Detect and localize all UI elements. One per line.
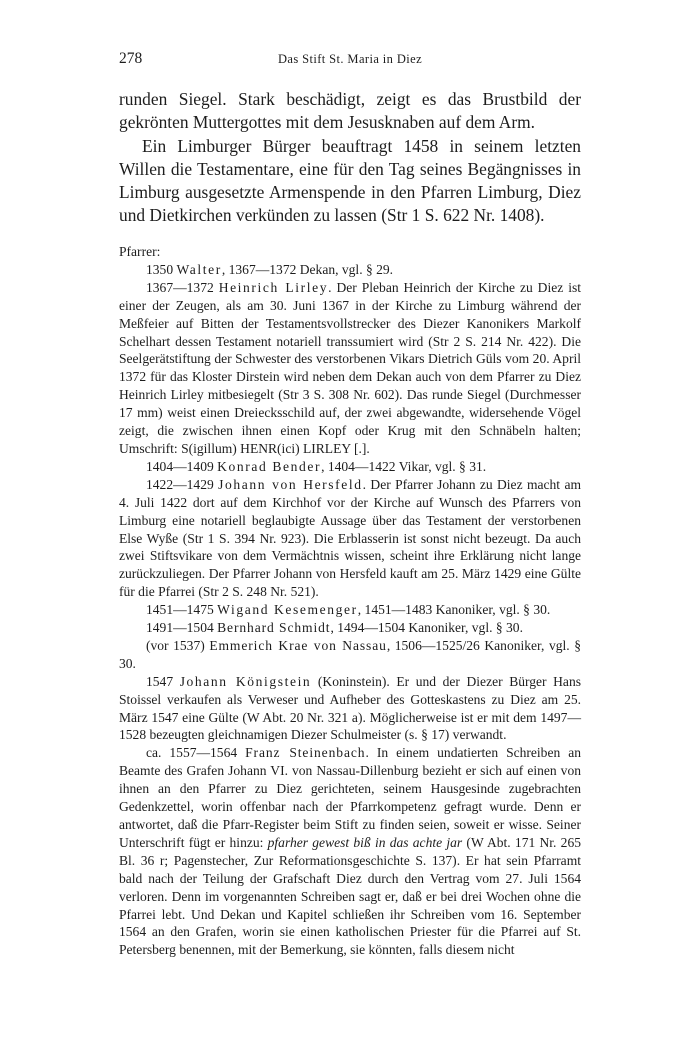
entry-text: . Der Pleban Heinrich der Kirche zu Diez ist einer der Zeugen, als am 30. Juni 1367 in der Kirche zu Limburg während der Meßfeier auf Bitten der Testamentsvollstrecker des Diezer Kanonikers Markolf Schelhart dessen Testament notariell transsumiert wird (Str 2 S. 214 Nr. 422). Die Seelgerätstiftung der Schwester des verstorbenen Vikars Dietrich Güls vom 20. April 1372 für das Kloster Dirstein wird neben dem Dekan auch von dem Pfarrer zu Diez Heinrich Lirley mitbesiegelt (Str 3 S. 308 Nr. 602). Das runde Siegel (Durchmesser 17 mm) weist einen Dreiecksschild auf, der zwei abgewandte, widersehende Vögel zeigt, die zwischen ihnen einen Kopf oder Krug mit den Schnäbeln halten; Umschrift: S(igillum) HENR(ici) LIRLEY [.].: [119, 279, 581, 456]
person-name: Johann Königstein: [179, 673, 312, 689]
entry-date: 1491—1504: [146, 620, 218, 636]
entry-krae: [119, 637, 581, 673]
entry-lirley: [119, 279, 581, 458]
entry-steinenbach: [119, 744, 581, 959]
entry-date: 1350: [146, 261, 177, 277]
entry-kesemenger: [119, 601, 581, 619]
entry-date: 1422—1429: [146, 476, 219, 492]
entry-text: , 1404—1422 Vikar, vgl. § 31.: [321, 458, 487, 474]
entry-walter: [119, 261, 581, 279]
person-name: Bernhard Schmidt: [217, 620, 331, 636]
person-name: Emmerich Krae von Nassau: [209, 637, 387, 653]
entry-koenigstein: [119, 673, 581, 745]
page-number: 278: [119, 50, 143, 67]
person-name: Konrad Bender: [217, 458, 322, 474]
person-name: Heinrich Lirley: [218, 279, 329, 295]
person-name: Franz Steinenbach: [245, 745, 366, 761]
running-head: Das Stift St. Maria in Diez: [277, 52, 423, 66]
entry-text-continued: (W Abt. 171 Nr. 265 Bl. 36 r; Pagenstecher, Zur Reformationsgeschichte S. 137). Er hat sein Pfarramt bald nach der Teilung der Grafschaft Diez durch den Vertrag vom 27. Juli 1564 verloren. Denn im vorgenannten Schreiben sagt er, daß er bei drei Wochen ohne die Pfarrei lebt. Und Dekan und Kapitel schließen ihr Schreiben vom 16. September 1564 an den Grafen, worin sie einen katholischen Priester für die Pfarrei auf St. Petersberg benennen, mit der Bemerkung, sie könnten, falls diesem nicht: [119, 834, 581, 958]
paragraph-intro-1: runden Siegel. Stark beschädigt, zeigt es das Brustbild der gekrönten Muttergottes mit dem Jesusknaben auf dem Arm.: [119, 89, 581, 133]
intro-text: [119, 88, 581, 228]
section-label: Pfarrer:: [119, 244, 161, 259]
entry-bender: [119, 458, 581, 476]
entry-text: , 1494—1504 Kanoniker, vgl. § 30.: [330, 620, 523, 636]
person-name: Walter: [176, 261, 222, 277]
quotation: pfarher gewest biß in das achte jar: [267, 834, 463, 850]
entry-date: (vor 1537): [146, 637, 210, 653]
entry-date: 1367—1372: [146, 279, 219, 295]
entry-date: 1404—1409: [146, 458, 218, 474]
entry-schmidt: [119, 619, 581, 637]
entry-text: , 1506—1525/26 Kanoniker, vgl. § 30.: [119, 637, 581, 671]
entry-date: 1451—1475: [146, 602, 218, 618]
person-name: Johann von Hersfeld: [218, 476, 363, 492]
pfarrer-section: [119, 243, 581, 959]
entry-date: 1547: [146, 673, 180, 689]
paragraph-intro-2: Ein Limburger Bürger beauftragt 1458 in seinem letzten Willen die Testamentare, eine für den Tag seines Begängnisses in Limburg ausgesetzte Armenspende in den Pfarren Limburg, Diez und Dietkirchen verkünden zu lassen (Str 1 S. 622 Nr. 1408).: [119, 135, 581, 226]
entry-date: ca. 1557—1564: [146, 745, 246, 761]
person-name: Wigand Kesemenger: [217, 602, 358, 618]
entry-text: . Der Pfarrer Johann zu Diez macht am 4. Juli 1422 dort auf dem Kirchhof vor der Kirche auf Wunsch des Pfarrers von Limburg eine notariell beglaubigte Aussage über das Testament der verstorbenen Else Wyße (Str 1 S. 394 Nr. 923). Die Erblasserin ist sonst nicht bezeugt. Da auch zwei Stiftsvikare von dem Vermächtnis wissen, scheint ihre Erklärung nicht lange zurückzuliegen. Der Pfarrer Johann von Hersfeld kauft am 25. März 1429 eine Gülte für die Pfarrei (Str 2 S. 248 Nr. 521).: [119, 476, 582, 600]
entry-text: (Koninstein). Er und der Diezer Bürger Hans Stoissel verkaufen als Verweser und Aufheber des Gotteskastens zu Diez am 25. März 1547 eine Gülte (W Abt. 20 Nr. 321 a). Möglicherweise ist er mit dem 1497—1528 bezeugten gleichnamigen Diezer Schulmeister (s. § 17) verwandt.: [119, 673, 581, 743]
entry-text: , 1367—1372 Dekan, vgl. § 29.: [221, 261, 394, 277]
entry-text: . In einem undatierten Schreiben an Beamte des Grafen Johann VI. von Nassau-Dillenburg bezieht er sich auf einen von ihnen an den Pfarrer zu Diez gerichteten, seinem Hausgesinde zugebrachten Gedenkzettel, worin offenbar nach der Pfarrkompetenz gefragt wurde. Denn er antwortet, daß die Pfarr-Register beim Stift zu finden seien, soweit er wisse. Seiner Unterschrift fügt er hinzu:: [119, 745, 582, 850]
entry-hersfeld: [119, 476, 581, 601]
entry-text: , 1451—1483 Kanoniker, vgl. § 30.: [357, 602, 551, 618]
